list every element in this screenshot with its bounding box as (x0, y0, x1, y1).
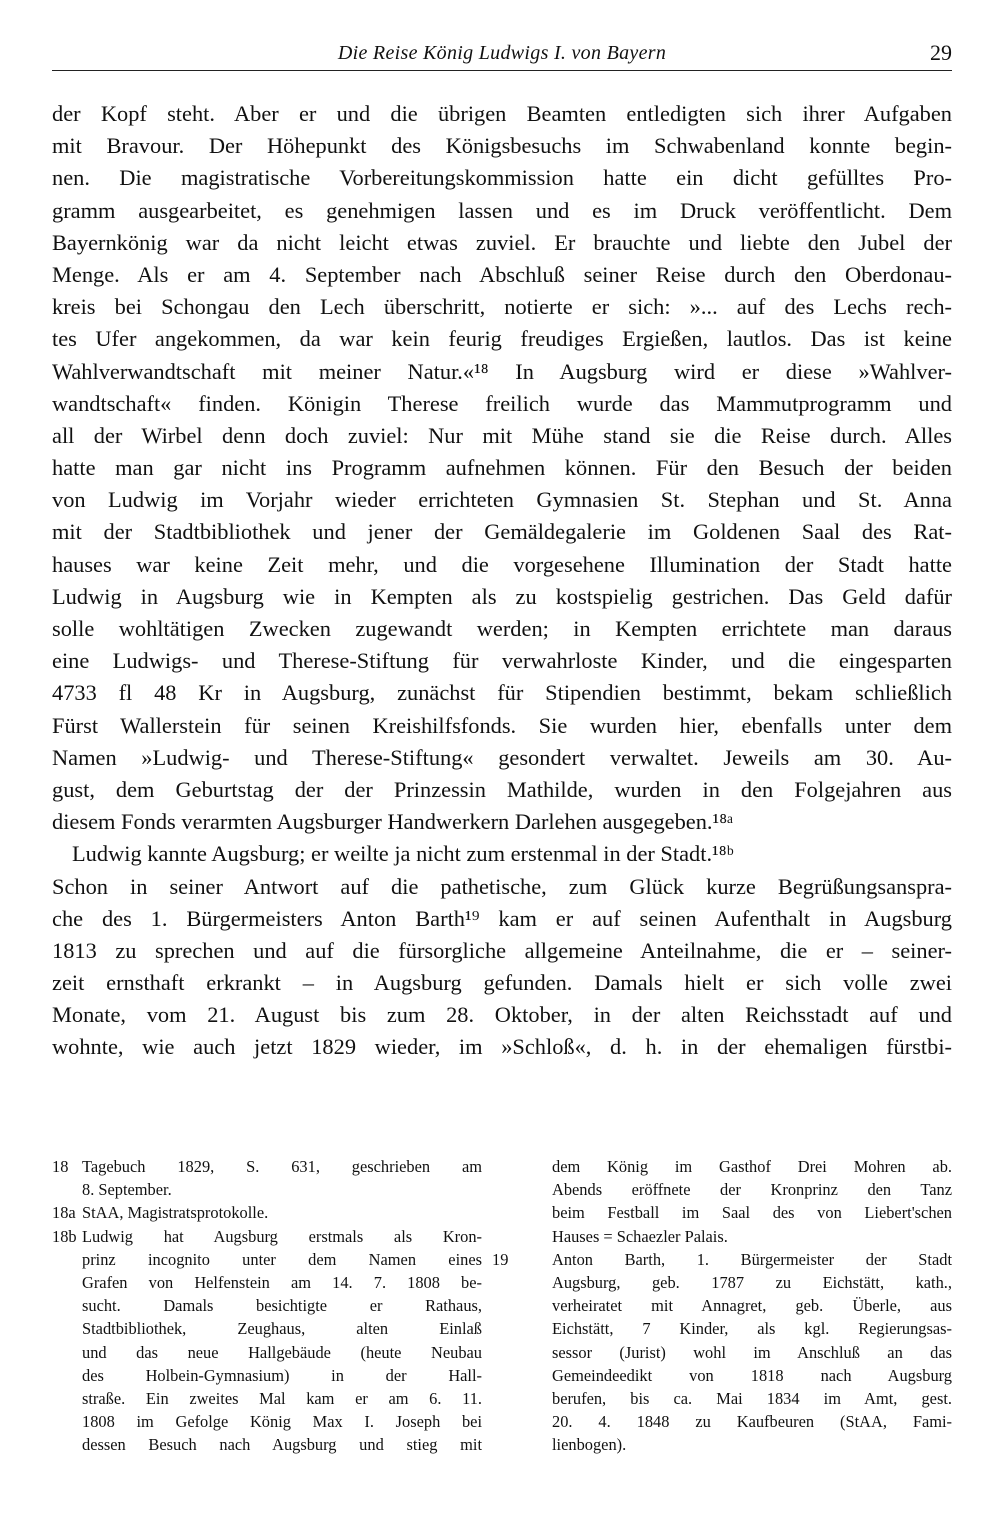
footnote-number: 19 (492, 1249, 509, 1269)
text-line: solle wohltätigen Zwecken zugewandt werden; in Kempten errichtete man daraus (52, 616, 952, 641)
footnote-line (52, 1201, 482, 1224)
text-line: Ludwig kannte Augsburg; er weilte ja nicht zum erstenmal in der Stadt.¹⁸ᵇ (72, 841, 734, 867)
footnote-text: sucht. Damals besichtigte er Rathaus, (82, 1296, 482, 1316)
footnote-line (522, 1178, 952, 1201)
footnote-line (522, 1294, 952, 1317)
footnote-text: 1808 im Gefolge König Max I. Joseph bei (82, 1412, 482, 1432)
text-line: 4733 fl 48 Kr in Augsburg, zunächst für Stipendien bestimmt, bekam schließlich (52, 680, 952, 706)
text-line: gramm ausgearbeitet, es genehmigen lassen und es im Druck veröffentlicht. Dem (52, 197, 952, 223)
text-line: Wahlverwandtschaft mit meiner Natur.«¹⁸ In Augsburg wird er diese »Wahlver- (52, 358, 952, 384)
body-text (52, 98, 952, 1064)
text-line: Menge. Als er am 4. September nach Abschluß seiner Reise durch den Oberdonau- (52, 261, 952, 287)
text-line: diesem Fonds verarmten Augsburger Handwerkern Darlehen ausgegeben.¹⁸ᵃ (52, 809, 734, 835)
footnote-text: Eichstätt, 7 Kinder, als kgl. Regierungsas- (552, 1319, 952, 1339)
footnote-line (522, 1271, 952, 1294)
running-head (52, 38, 952, 68)
footnote-number: 18a (52, 1203, 76, 1223)
footnote-line (52, 1294, 482, 1317)
text-line: gust, dem Geburtstag der der Prinzessin Mathilde, wurden in den Folgejahren aus (52, 776, 952, 802)
text-line: hauses war keine Zeit mehr, und die vorgesehene Illumination der Stadt hatte (52, 551, 952, 577)
text-line: hatte man gar nicht ins Programm aufnehmen können. Für den Besuch der beiden (52, 455, 952, 481)
text-line: Bayernkönig war da nicht leicht etwas zuviel. Er brauchte und liebte den Jubel der (52, 229, 952, 255)
text-line: che des 1. Bürgermeisters Anton Barth¹⁹ kam er auf seinen Aufenthalt in Augsburg (52, 905, 952, 931)
footnote-text: Anton Barth, 1. Bürgermeister der Stadt (552, 1249, 952, 1269)
footnotes (52, 1155, 952, 1495)
footnote-text: straße. Ein zweites Mal kam er am 6. 11. (82, 1388, 482, 1408)
footnote-line (492, 1248, 952, 1271)
footnote-text: Tagebuch 1829, S. 631, geschrieben am (82, 1157, 482, 1176)
footnote-text: 20. 4. 1848 zu Kaufbeuren (StAA, Fami- (552, 1412, 952, 1432)
footnote-line (522, 1317, 952, 1340)
footnote-text: Ludwig hat Augsburg erstmals als Kron- (82, 1226, 482, 1246)
footnote-text: Hauses = Schaezler Palais. (552, 1226, 728, 1246)
footnote-line (522, 1155, 952, 1178)
footnote-text: Gemeindeedikt von 1818 nach Augsburg (552, 1365, 952, 1385)
footnote-line (52, 1364, 482, 1387)
footnote-line (52, 1341, 482, 1364)
footnote-line (52, 1248, 482, 1271)
footnote-line (522, 1410, 952, 1433)
footnote-text: dem König im Gasthof Drei Mohren ab. (552, 1157, 952, 1176)
footnote-line (52, 1317, 482, 1340)
footnote-text: Stadtbibliothek, Zeughaus, alten Einlaß (82, 1319, 482, 1339)
footnote-text: verheiratet mit Annagret, geb. Überle, aus (552, 1296, 952, 1316)
footnote-text: StAA, Magistratsprotokolle. (82, 1203, 269, 1223)
footnote-text: Augsburg, geb. 1787 zu Eichstätt, kath., (552, 1272, 952, 1292)
footnote-line (522, 1201, 952, 1224)
footnote-line (52, 1178, 482, 1201)
text-line: eine Ludwigs- und Therese-Stiftung für verwahrloste Kinder, und die eingesparten (52, 648, 952, 674)
header-rule (52, 70, 952, 71)
footnote-number: 18 (52, 1157, 69, 1176)
footnote-line (522, 1225, 952, 1248)
text-line: mit der Stadtbibliothek und jener der Gemäldegalerie im Goldenen Saal des Rat- (52, 519, 952, 545)
text-line: Ludwig in Augsburg wie in Kempten als zu kostspielig gestrichen. Das Geld dafür (52, 583, 952, 609)
footnote-text: berufen, bis ca. Mai 1834 im Amt, gest. (552, 1388, 952, 1408)
footnotes-right-column (492, 1155, 952, 1456)
footnote-text: Grafen von Helfenstein am 14. 7. 1808 be- (82, 1272, 482, 1292)
footnote-line (522, 1433, 952, 1456)
footnote-number: 18b (52, 1226, 77, 1246)
footnote-text: des Holbein-Gymnasium) in der Hall- (82, 1365, 482, 1385)
text-line: Namen »Ludwig- und Therese-Stiftung« gesondert verwaltet. Jeweils am 30. Au- (52, 744, 952, 770)
text-line: wohnte, wie auch jetzt 1829 wieder, im »Schloß«, d. h. in der ehemaligen fürstbi- (52, 1034, 952, 1060)
text-line: Monate, vom 21. August bis zum 28. Oktober, in der alten Reichsstadt auf und (52, 1002, 952, 1028)
footnote-line (52, 1387, 482, 1410)
text-line: 1813 zu sprechen und auf die fürsorgliche allgemeine Anteilnahme, die er – seiner- (52, 937, 952, 963)
running-title: Die Reise König Ludwigs I. von Bayern (337, 42, 667, 64)
text-line: mit Bravour. Der Höhepunkt des Königsbesuchs im Schwabenland konnte begin- (52, 133, 952, 159)
footnote-text: 8. September. (82, 1180, 172, 1200)
text-line: zeit ernsthaft erkrankt – in Augsburg gefunden. Damals hielt er sich volle zwei (52, 970, 952, 996)
text-line: tes Ufer angekommen, da war kein feurig freudiges Ergießen, lautlos. Das ist keine (52, 326, 952, 352)
footnote-line (522, 1364, 952, 1387)
footnote-line (52, 1225, 482, 1248)
footnote-text: und das neue Hallgebäude (heute Neubau (82, 1342, 482, 1362)
footnote-text: prinz incognito unter dem Namen eines (82, 1249, 482, 1269)
footnote-text: beim Festball im Saal des von Liebert'schen (552, 1203, 952, 1223)
footnote-text: dessen Besuch nach Augsburg und stieg mit (82, 1435, 482, 1455)
text-line: kreis bei Schongau den Lech überschritt, notierte er sich: »... auf des Lechs rech- (52, 294, 952, 320)
page-number: 29 (930, 40, 952, 65)
footnote-text: sessor (Jurist) wohl im Anschluß an das (552, 1342, 952, 1362)
text-line: wandtschaft« finden. Königin Therese freilich wurde das Mammutprogramm und (52, 390, 952, 416)
text-line: all der Wirbel denn doch zuviel: Nur mit Mühe stand sie die Reise durch. Alles (52, 422, 952, 448)
footnote-line (52, 1271, 482, 1294)
text-line: von Ludwig im Vorjahr wieder errichteten Gymnasien St. Stephan und St. Anna (52, 487, 952, 513)
footnote-line (52, 1410, 482, 1433)
footnote-text: Abends eröffnete der Kronprinz den Tanz (552, 1180, 952, 1200)
footnote-text: lienbogen). (552, 1435, 627, 1455)
footnote-line (52, 1433, 482, 1456)
footnotes-left-column (52, 1155, 482, 1456)
footnote-line (52, 1155, 482, 1178)
footnote-line (522, 1341, 952, 1364)
text-line: nen. Die magistratische Vorbereitungskommission hatte ein dicht gefülltes Pro- (52, 165, 952, 191)
text-line: Schon in seiner Antwort auf die pathetische, zum Glück kurze Begrüßungsanspra- (52, 873, 952, 899)
text-line: Fürst Wallerstein für seinen Kreishilfsfonds. Sie wurden hier, ebenfalls unter dem (52, 712, 952, 738)
footnote-line (522, 1387, 952, 1410)
text-line: der Kopf steht. Aber er und die übrigen Beamten entledigten sich ihrer Aufgaben (52, 101, 952, 126)
